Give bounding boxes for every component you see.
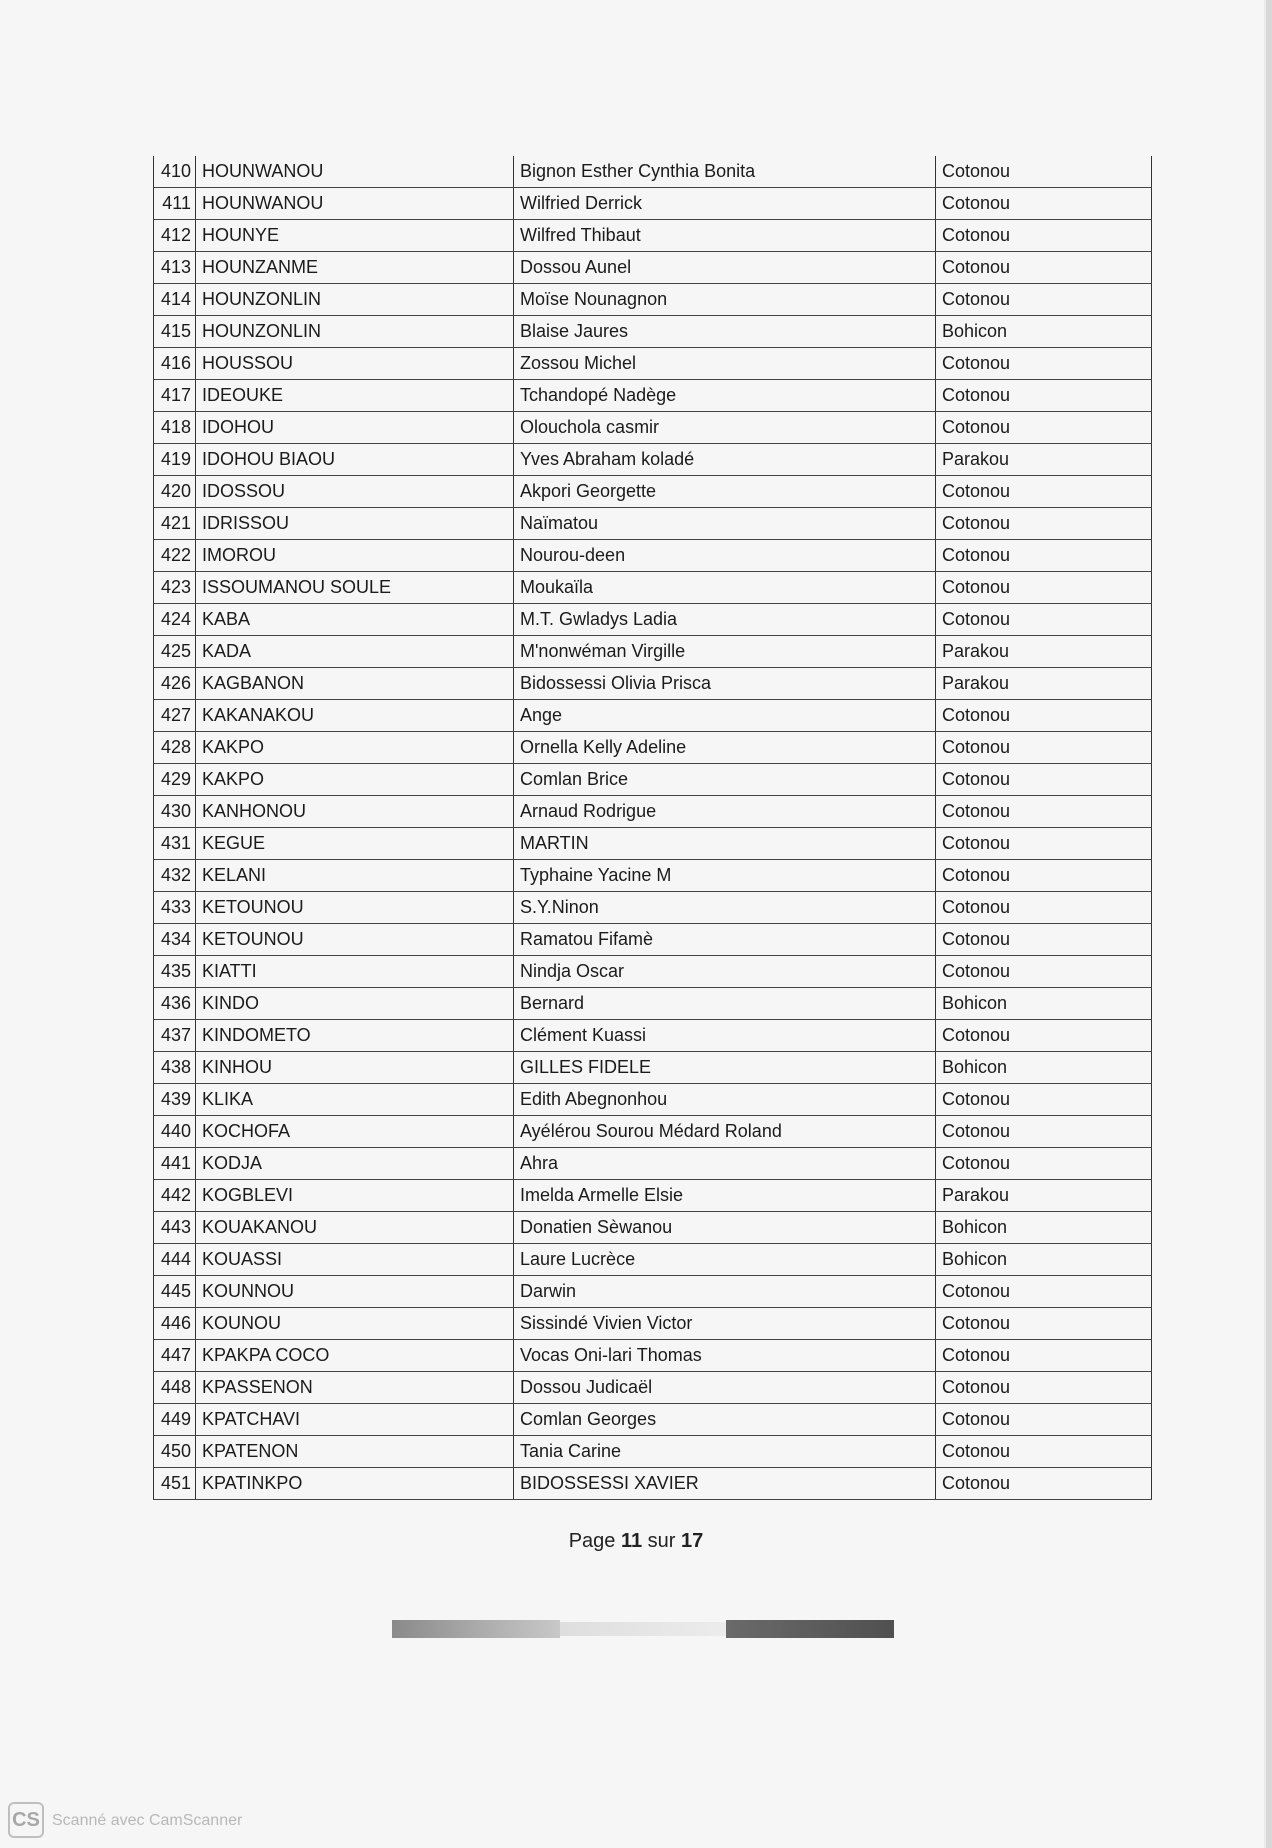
- table-row: [154, 988, 1152, 1020]
- last-name-cell: KAKPO: [196, 732, 514, 764]
- last-name-cell: KPAKPA COCO: [196, 1340, 514, 1372]
- camscanner-watermark: Scanné avec CamScanner: [52, 1812, 243, 1829]
- first-names-cell: GILLES FIDELE: [514, 1052, 936, 1084]
- table-row: [154, 700, 1152, 732]
- last-name-cell: KAGBANON: [196, 668, 514, 700]
- last-name-cell: KELANI: [196, 860, 514, 892]
- city-cell: Bohicon: [936, 1244, 1152, 1276]
- participants-table-body: [154, 156, 1152, 1500]
- last-name-cell: HOUNWANOU: [196, 188, 514, 220]
- first-names-cell: Donatien Sèwanou: [514, 1212, 936, 1244]
- scan-bar-left: [392, 1620, 560, 1638]
- row-number-cell: 439: [154, 1084, 196, 1116]
- first-names-cell: Nourou-deen: [514, 540, 936, 572]
- row-number-cell: 449: [154, 1404, 196, 1436]
- row-number-cell: 437: [154, 1020, 196, 1052]
- last-name-cell: KANHONOU: [196, 796, 514, 828]
- last-name-cell: KETOUNOU: [196, 924, 514, 956]
- first-names-cell: Vocas Oni-lari Thomas: [514, 1340, 936, 1372]
- city-cell: Cotonou: [936, 1308, 1152, 1340]
- first-names-cell: Edith Abegnonhou: [514, 1084, 936, 1116]
- table-row: [154, 1436, 1152, 1468]
- table-row: [154, 476, 1152, 508]
- city-cell: Cotonou: [936, 892, 1152, 924]
- first-names-cell: Tania Carine: [514, 1436, 936, 1468]
- city-cell: Cotonou: [936, 348, 1152, 380]
- table-row: [154, 572, 1152, 604]
- city-cell: Cotonou: [936, 540, 1152, 572]
- last-name-cell: KOUASSI: [196, 1244, 514, 1276]
- last-name-cell: KPATINKPO: [196, 1468, 514, 1500]
- table-row: [154, 1340, 1152, 1372]
- city-cell: Bohicon: [936, 1052, 1152, 1084]
- first-names-cell: Olouchola casmir: [514, 412, 936, 444]
- page-middle: sur: [642, 1530, 682, 1552]
- page-total: 17: [681, 1530, 704, 1552]
- table-row: [154, 860, 1152, 892]
- table-row: [154, 284, 1152, 316]
- city-cell: Parakou: [936, 1180, 1152, 1212]
- first-names-cell: Moukaïla: [514, 572, 936, 604]
- last-name-cell: KPATENON: [196, 1436, 514, 1468]
- table-row: [154, 732, 1152, 764]
- city-cell: Cotonou: [936, 1436, 1152, 1468]
- last-name-cell: IMOROU: [196, 540, 514, 572]
- last-name-cell: HOUNZONLIN: [196, 316, 514, 348]
- city-cell: Cotonou: [936, 828, 1152, 860]
- row-number-cell: 416: [154, 348, 196, 380]
- first-names-cell: Blaise Jaures: [514, 316, 936, 348]
- first-names-cell: Ange: [514, 700, 936, 732]
- city-cell: Cotonou: [936, 1404, 1152, 1436]
- table-row: [154, 1372, 1152, 1404]
- city-cell: Cotonou: [936, 380, 1152, 412]
- table-row: [154, 636, 1152, 668]
- first-names-cell: Bidossessi Olivia Prisca: [514, 668, 936, 700]
- last-name-cell: KADA: [196, 636, 514, 668]
- first-names-cell: M.T. Gwladys Ladia: [514, 604, 936, 636]
- table-row: [154, 188, 1152, 220]
- last-name-cell: IDEOUKE: [196, 380, 514, 412]
- city-cell: Cotonou: [936, 956, 1152, 988]
- city-cell: Cotonou: [936, 700, 1152, 732]
- first-names-cell: Ahra: [514, 1148, 936, 1180]
- row-number-cell: 442: [154, 1180, 196, 1212]
- table-row: [154, 220, 1152, 252]
- row-number-cell: 423: [154, 572, 196, 604]
- row-number-cell: 436: [154, 988, 196, 1020]
- row-number-cell: 431: [154, 828, 196, 860]
- city-cell: Cotonou: [936, 412, 1152, 444]
- last-name-cell: KPASSENON: [196, 1372, 514, 1404]
- first-names-cell: Yves Abraham koladé: [514, 444, 936, 476]
- city-cell: Cotonou: [936, 1276, 1152, 1308]
- first-names-cell: Akpori Georgette: [514, 476, 936, 508]
- table-row: [154, 1244, 1152, 1276]
- first-names-cell: Dossou Judicaël: [514, 1372, 936, 1404]
- last-name-cell: HOUNZANME: [196, 252, 514, 284]
- first-names-cell: Sissindé Vivien Victor: [514, 1308, 936, 1340]
- row-number-cell: 410: [154, 156, 196, 188]
- city-cell: Cotonou: [936, 476, 1152, 508]
- table-row: [154, 540, 1152, 572]
- first-names-cell: MARTIN: [514, 828, 936, 860]
- city-cell: Parakou: [936, 636, 1152, 668]
- last-name-cell: KETOUNOU: [196, 892, 514, 924]
- row-number-cell: 451: [154, 1468, 196, 1500]
- first-names-cell: Clément Kuassi: [514, 1020, 936, 1052]
- row-number-cell: 420: [154, 476, 196, 508]
- row-number-cell: 415: [154, 316, 196, 348]
- last-name-cell: KIATTI: [196, 956, 514, 988]
- camscanner-logo-icon: CS: [8, 1802, 44, 1838]
- row-number-cell: 445: [154, 1276, 196, 1308]
- last-name-cell: HOUSSOU: [196, 348, 514, 380]
- city-cell: Cotonou: [936, 764, 1152, 796]
- last-name-cell: KOGBLEVI: [196, 1180, 514, 1212]
- row-number-cell: 433: [154, 892, 196, 924]
- row-number-cell: 447: [154, 1340, 196, 1372]
- table-row: [154, 1308, 1152, 1340]
- first-names-cell: M'nonwéman Virgille: [514, 636, 936, 668]
- first-names-cell: Arnaud Rodrigue: [514, 796, 936, 828]
- city-cell: Cotonou: [936, 220, 1152, 252]
- table-row: [154, 156, 1152, 188]
- table-row: [154, 1084, 1152, 1116]
- row-number-cell: 438: [154, 1052, 196, 1084]
- table-row: [154, 444, 1152, 476]
- table-row: [154, 1116, 1152, 1148]
- table-row: [154, 1052, 1152, 1084]
- city-cell: Cotonou: [936, 860, 1152, 892]
- first-names-cell: Dossou Aunel: [514, 252, 936, 284]
- first-names-cell: Nindja Oscar: [514, 956, 936, 988]
- first-names-cell: Bernard: [514, 988, 936, 1020]
- row-number-cell: 434: [154, 924, 196, 956]
- city-cell: Cotonou: [936, 1340, 1152, 1372]
- city-cell: Parakou: [936, 444, 1152, 476]
- table-row: [154, 1020, 1152, 1052]
- row-number-cell: 427: [154, 700, 196, 732]
- table-row: [154, 348, 1152, 380]
- last-name-cell: IDOHOU: [196, 412, 514, 444]
- last-name-cell: KOUAKANOU: [196, 1212, 514, 1244]
- first-names-cell: Tchandopé Nadège: [514, 380, 936, 412]
- last-name-cell: HOUNWANOU: [196, 156, 514, 188]
- row-number-cell: 413: [154, 252, 196, 284]
- table-row: [154, 892, 1152, 924]
- table-row: [154, 1276, 1152, 1308]
- last-name-cell: HOUNYE: [196, 220, 514, 252]
- row-number-cell: 417: [154, 380, 196, 412]
- city-cell: Cotonou: [936, 284, 1152, 316]
- table-row: [154, 668, 1152, 700]
- page-current: 11: [620, 1530, 643, 1552]
- city-cell: Cotonou: [936, 924, 1152, 956]
- table-row: [154, 1404, 1152, 1436]
- table-row: [154, 412, 1152, 444]
- row-number-cell: 440: [154, 1116, 196, 1148]
- row-number-cell: 421: [154, 508, 196, 540]
- table-row: [154, 1180, 1152, 1212]
- city-cell: Bohicon: [936, 988, 1152, 1020]
- page-edge: [1266, 0, 1272, 1848]
- city-cell: Cotonou: [936, 732, 1152, 764]
- city-cell: Cotonou: [936, 1084, 1152, 1116]
- first-names-cell: BIDOSSESSI XAVIER: [514, 1468, 936, 1500]
- city-cell: Parakou: [936, 668, 1152, 700]
- page-number: [0, 1530, 1272, 1553]
- first-names-cell: Imelda Armelle Elsie: [514, 1180, 936, 1212]
- first-names-cell: Naïmatou: [514, 508, 936, 540]
- first-names-cell: Ornella Kelly Adeline: [514, 732, 936, 764]
- last-name-cell: KOUNNOU: [196, 1276, 514, 1308]
- table-row: [154, 828, 1152, 860]
- row-number-cell: 450: [154, 1436, 196, 1468]
- last-name-cell: HOUNZONLIN: [196, 284, 514, 316]
- city-cell: Cotonou: [936, 1148, 1152, 1180]
- row-number-cell: 424: [154, 604, 196, 636]
- last-name-cell: KAKPO: [196, 764, 514, 796]
- scan-bar-right: [726, 1620, 894, 1638]
- first-names-cell: Darwin: [514, 1276, 936, 1308]
- row-number-cell: 429: [154, 764, 196, 796]
- row-number-cell: 432: [154, 860, 196, 892]
- last-name-cell: KODJA: [196, 1148, 514, 1180]
- table-row: [154, 604, 1152, 636]
- first-names-cell: Bignon Esther Cynthia Bonita: [514, 156, 936, 188]
- row-number-cell: 426: [154, 668, 196, 700]
- last-name-cell: KABA: [196, 604, 514, 636]
- first-names-cell: Wilfried Derrick: [514, 188, 936, 220]
- table-row: [154, 1468, 1152, 1500]
- table-row: [154, 316, 1152, 348]
- last-name-cell: KEGUE: [196, 828, 514, 860]
- last-name-cell: KAKANAKOU: [196, 700, 514, 732]
- last-name-cell: KOCHOFA: [196, 1116, 514, 1148]
- row-number-cell: 441: [154, 1148, 196, 1180]
- row-number-cell: 430: [154, 796, 196, 828]
- row-number-cell: 412: [154, 220, 196, 252]
- last-name-cell: IDRISSOU: [196, 508, 514, 540]
- row-number-cell: 444: [154, 1244, 196, 1276]
- first-names-cell: S.Y.Ninon: [514, 892, 936, 924]
- first-names-cell: Comlan Brice: [514, 764, 936, 796]
- row-number-cell: 418: [154, 412, 196, 444]
- table-row: [154, 796, 1152, 828]
- row-number-cell: 448: [154, 1372, 196, 1404]
- row-number-cell: 414: [154, 284, 196, 316]
- last-name-cell: KINHOU: [196, 1052, 514, 1084]
- first-names-cell: Typhaine Yacine M: [514, 860, 936, 892]
- first-names-cell: Moïse Nounagnon: [514, 284, 936, 316]
- city-cell: Cotonou: [936, 796, 1152, 828]
- last-name-cell: KLIKA: [196, 1084, 514, 1116]
- scan-bar-middle: [560, 1622, 726, 1636]
- city-cell: Cotonou: [936, 1372, 1152, 1404]
- last-name-cell: KPATCHAVI: [196, 1404, 514, 1436]
- first-names-cell: Ramatou Fifamè: [514, 924, 936, 956]
- last-name-cell: KINDOMETO: [196, 1020, 514, 1052]
- table-row: [154, 1148, 1152, 1180]
- first-names-cell: Wilfred Thibaut: [514, 220, 936, 252]
- first-names-cell: Comlan Georges: [514, 1404, 936, 1436]
- table-row: [154, 924, 1152, 956]
- participants-table: [153, 156, 1152, 1500]
- city-cell: Cotonou: [936, 188, 1152, 220]
- page-prefix: Page: [568, 1530, 621, 1552]
- row-number-cell: 443: [154, 1212, 196, 1244]
- first-names-cell: Laure Lucrèce: [514, 1244, 936, 1276]
- row-number-cell: 422: [154, 540, 196, 572]
- table-row: [154, 380, 1152, 412]
- table-row: [154, 508, 1152, 540]
- last-name-cell: IDOSSOU: [196, 476, 514, 508]
- last-name-cell: ISSOUMANOU SOULE: [196, 572, 514, 604]
- city-cell: Cotonou: [936, 1468, 1152, 1500]
- city-cell: Cotonou: [936, 508, 1152, 540]
- city-cell: Bohicon: [936, 1212, 1152, 1244]
- last-name-cell: KINDO: [196, 988, 514, 1020]
- row-number-cell: 428: [154, 732, 196, 764]
- last-name-cell: KOUNOU: [196, 1308, 514, 1340]
- first-names-cell: Ayélérou Sourou Médard Roland: [514, 1116, 936, 1148]
- city-cell: Bohicon: [936, 316, 1152, 348]
- table-row: [154, 764, 1152, 796]
- row-number-cell: 446: [154, 1308, 196, 1340]
- table-row: [154, 252, 1152, 284]
- row-number-cell: 419: [154, 444, 196, 476]
- first-names-cell: Zossou Michel: [514, 348, 936, 380]
- city-cell: Cotonou: [936, 604, 1152, 636]
- row-number-cell: 425: [154, 636, 196, 668]
- row-number-cell: 435: [154, 956, 196, 988]
- city-cell: Cotonou: [936, 1116, 1152, 1148]
- table-row: [154, 956, 1152, 988]
- city-cell: Cotonou: [936, 156, 1152, 188]
- last-name-cell: IDOHOU BIAOU: [196, 444, 514, 476]
- table-row: [154, 1212, 1152, 1244]
- row-number-cell: 411: [154, 188, 196, 220]
- city-cell: Cotonou: [936, 252, 1152, 284]
- city-cell: Cotonou: [936, 572, 1152, 604]
- city-cell: Cotonou: [936, 1020, 1152, 1052]
